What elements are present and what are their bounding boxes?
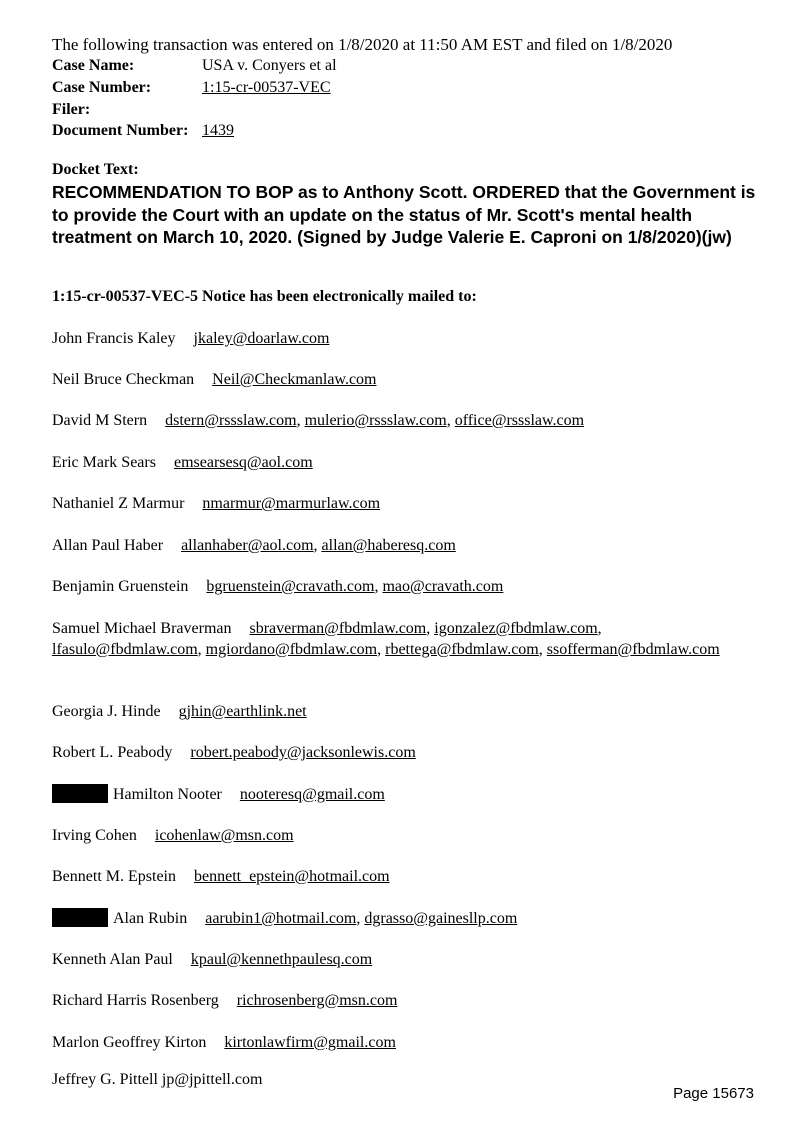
recipient-entry xyxy=(52,619,752,660)
recipient-name: Marlon Geoffrey Kirton xyxy=(52,1034,207,1051)
recipient-email-link[interactable]: Neil@Checkmanlaw.com xyxy=(212,371,377,388)
recipient-entry xyxy=(52,577,752,598)
recipient-name: David M Stern xyxy=(52,412,148,429)
email-separator: , xyxy=(356,910,365,927)
recipient-name: Allan Paul Haber xyxy=(52,537,164,554)
filer-label: Filer: xyxy=(52,101,91,118)
recipient-entry xyxy=(52,867,752,888)
recipient-email-link[interactable]: office@rssslaw.com xyxy=(454,412,585,429)
email-separator: , xyxy=(197,640,206,658)
notice-title: 1:15-cr-00537-VEC-5 Notice has been electronically mailed to: xyxy=(52,288,477,305)
recipient-email-link[interactable]: mulerio@rssslaw.com xyxy=(304,412,447,429)
recipient-email-link[interactable]: igonzalez@fbdmlaw.com xyxy=(434,620,598,637)
case-number-link[interactable]: 1:15-cr-00537-VEC xyxy=(202,79,331,96)
email-separator: , xyxy=(538,640,547,658)
redaction-box xyxy=(52,908,108,927)
email-separator: , xyxy=(377,640,386,658)
recipient-email-link[interactable]: gjhin@earthlink.net xyxy=(178,703,307,720)
recipient-entry xyxy=(52,908,752,930)
recipient-email-link[interactable]: rbettega@fbdmlaw.com xyxy=(385,640,539,658)
recipient-email-link[interactable]: allanhaber@aol.com xyxy=(181,537,314,554)
recipient-entry xyxy=(52,991,752,1012)
transaction-line: The following transaction was entered on 1/8/2020 at 11:50 AM EST and filed on 1/8/2020 xyxy=(52,35,673,54)
recipient-entry xyxy=(52,702,752,723)
page-number: Page 15673 xyxy=(673,1085,754,1102)
email-separator: , xyxy=(597,620,602,637)
recipient-entry xyxy=(52,536,752,557)
recipient-entry xyxy=(52,329,752,350)
recipient-email-link[interactable]: mgiordano@fbdmlaw.com xyxy=(205,640,378,658)
filer-row xyxy=(52,100,90,120)
recipient-name: Samuel Michael Braverman xyxy=(52,620,232,637)
email-separator: , xyxy=(374,578,383,595)
recipient-entry xyxy=(52,784,752,806)
redaction-box xyxy=(52,784,108,803)
recipient-entry xyxy=(52,370,752,391)
recipient-email-link[interactable]: nooteresq@gmail.com xyxy=(239,786,385,803)
recipient-email-link[interactable]: bgruenstein@cravath.com xyxy=(206,578,375,595)
recipient-email-link[interactable]: emsearsesq@aol.com xyxy=(173,454,313,471)
case-name-row xyxy=(52,56,337,76)
recipient-name: Richard Harris Rosenberg xyxy=(52,992,219,1009)
recipient-email-link[interactable]: richrosenberg@msn.com xyxy=(236,992,398,1009)
recipient-email-link[interactable]: aarubin1@hotmail.com xyxy=(205,910,357,927)
email-separator: , xyxy=(296,412,305,429)
recipient-entry xyxy=(52,743,752,764)
recipient-email-link[interactable]: lfasulo@fbdmlaw.com xyxy=(52,640,198,658)
case-number-row xyxy=(52,78,331,98)
email-separator: , xyxy=(426,620,435,637)
document-number-row xyxy=(52,121,234,141)
recipient-name: Irving Cohen xyxy=(52,827,137,844)
recipient-name: Hamilton Nooter xyxy=(113,786,222,803)
recipient-name: John Francis Kaley xyxy=(52,330,176,347)
recipient-entry xyxy=(52,453,752,474)
recipient-name: Kenneth Alan Paul xyxy=(52,951,173,968)
document-number-link[interactable]: 1439 xyxy=(202,122,234,139)
partial-recipient-line: Jeffrey G. Pittell jp@jpittell.com xyxy=(52,1071,263,1088)
recipient-email-link[interactable]: allan@haberesq.com xyxy=(321,537,456,554)
recipient-email-link[interactable]: robert.peabody@jacksonlewis.com xyxy=(190,744,416,761)
recipient-name: Alan Rubin xyxy=(113,910,188,927)
recipient-email-link[interactable]: dgrasso@gainesllp.com xyxy=(364,910,518,927)
recipient-email-link[interactable]: mao@cravath.com xyxy=(382,578,504,595)
recipient-entry xyxy=(52,1033,752,1054)
recipient-name: Nathaniel Z Marmur xyxy=(52,495,185,512)
email-separator: , xyxy=(313,537,322,554)
recipient-name: Benjamin Gruenstein xyxy=(52,578,189,595)
recipient-entry xyxy=(52,826,752,847)
recipient-entry xyxy=(52,411,752,432)
case-name-label: Case Name: xyxy=(52,57,135,74)
recipient-email-link[interactable]: dstern@rssslaw.com xyxy=(165,412,297,429)
recipient-name: Eric Mark Sears xyxy=(52,454,156,471)
recipient-email-link[interactable]: nmarmur@marmurlaw.com xyxy=(202,495,381,512)
recipient-entry xyxy=(52,950,752,971)
recipient-email-link[interactable]: kpaul@kennethpaulesq.com xyxy=(190,951,373,968)
recipient-email-link[interactable]: kirtonlawfirm@gmail.com xyxy=(224,1034,396,1051)
document-number-label: Document Number: xyxy=(52,122,189,139)
recipient-email-link[interactable]: jkaley@doarlaw.com xyxy=(193,330,330,347)
recipient-email-link[interactable]: bennett_epstein@hotmail.com xyxy=(193,868,390,885)
recipient-name: Bennett M. Epstein xyxy=(52,868,176,885)
recipient-email-link[interactable]: icohenlaw@msn.com xyxy=(154,827,294,844)
recipient-name: Neil Bruce Checkman xyxy=(52,371,195,388)
email-separator: , xyxy=(446,412,455,429)
recipient-entry xyxy=(52,494,752,515)
recipient-name: Georgia J. Hinde xyxy=(52,703,161,720)
docket-text: RECOMMENDATION TO BOP as to Anthony Scott. ORDERED that the Government is to provide the Court with an update on the status of Mr. Scott's mental health treatment on March 10, 2020. (Signed by Judge Valerie E. Caproni on 1/8/2020)(jw) xyxy=(52,182,756,247)
docket-text-label: Docket Text: xyxy=(52,161,139,178)
recipient-email-link[interactable]: sbraverman@fbdmlaw.com xyxy=(249,620,427,637)
case-name-value: USA v. Conyers et al xyxy=(202,57,337,74)
recipient-email-link[interactable]: ssofferman@fbdmlaw.com xyxy=(546,640,720,658)
case-number-label: Case Number: xyxy=(52,79,152,96)
recipient-name: Robert L. Peabody xyxy=(52,744,173,761)
